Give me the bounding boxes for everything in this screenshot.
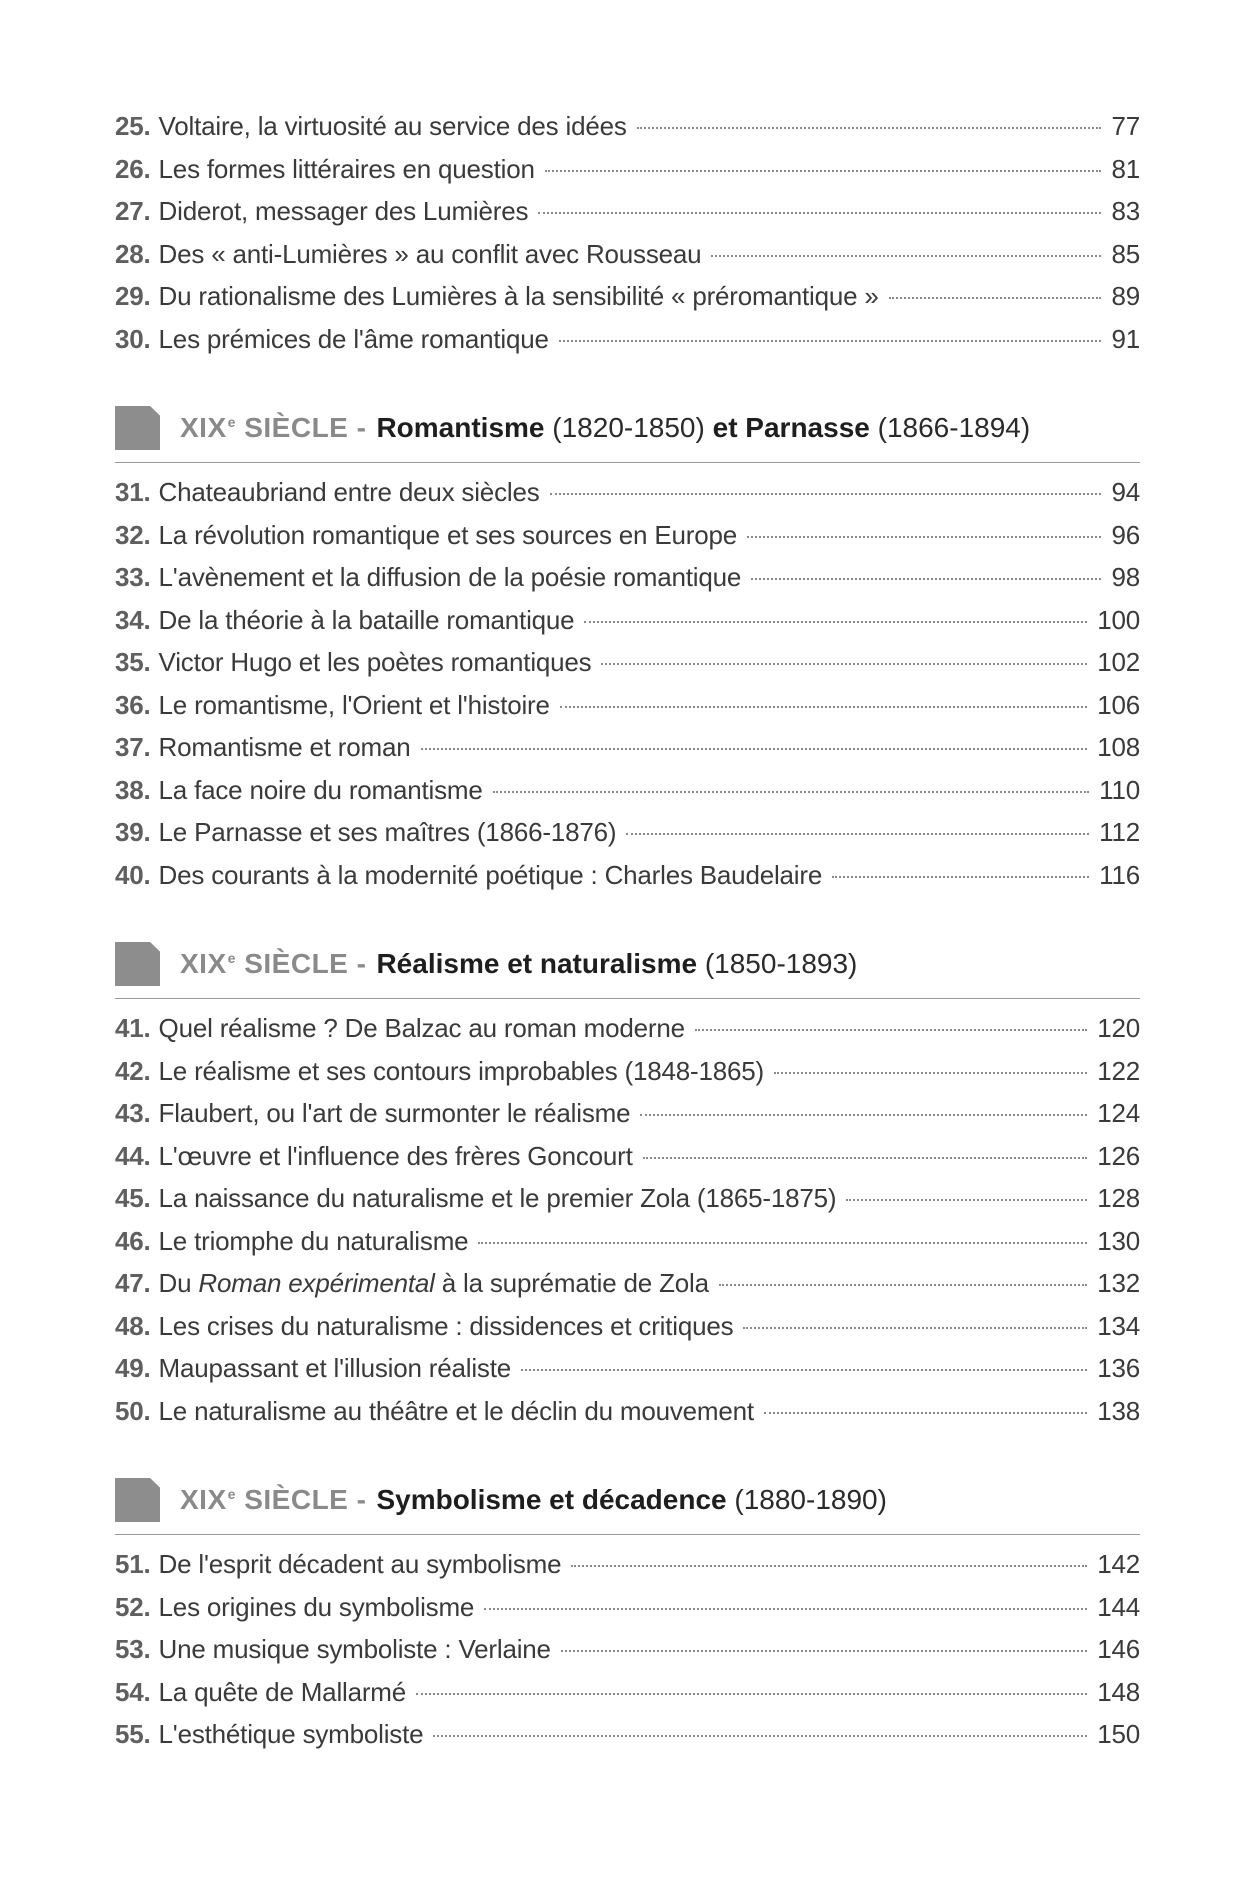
toc-entry[interactable] <box>115 599 1140 642</box>
toc-entry[interactable] <box>115 1671 1140 1714</box>
entry-number: 43. <box>115 1098 151 1128</box>
section-era: XIXe SIÈCLE - <box>180 948 367 979</box>
entry-title: Chateaubriand entre deux siècles <box>158 477 540 507</box>
entry-page: 96 <box>1111 519 1140 550</box>
entry-number: 34. <box>115 604 151 635</box>
dot-leader <box>751 578 1101 580</box>
toc-entry[interactable] <box>115 1713 1140 1756</box>
entry-number: 42. <box>115 1055 151 1086</box>
entry-number: 55. <box>115 1719 151 1749</box>
entry-number: 29. <box>115 281 151 311</box>
toc-entry[interactable] <box>115 854 1140 897</box>
entry-title: Du rationalisme des Lumières à la sensibilité « préromantique » <box>158 281 879 311</box>
dot-leader <box>774 1072 1087 1074</box>
entry-number: 54. <box>115 1676 151 1707</box>
dot-leader <box>538 212 1101 214</box>
entry-title: Les crises du naturalisme : dissidences et critiques <box>158 1310 734 1341</box>
entry-page: 132 <box>1097 1268 1140 1298</box>
dot-leader <box>719 1284 1087 1286</box>
entry-page: 106 <box>1097 689 1140 720</box>
section-title: Symbolisme et décadence (1880-1890) <box>376 1484 887 1515</box>
entry-page: 136 <box>1097 1353 1140 1383</box>
dot-leader <box>571 1565 1087 1567</box>
dot-leader <box>846 1199 1087 1201</box>
dot-leader <box>416 1693 1087 1695</box>
entry-page: 108 <box>1097 732 1140 762</box>
dot-leader <box>421 748 1088 750</box>
entry-number: 32. <box>115 519 151 550</box>
dot-leader <box>711 255 1101 257</box>
dot-leader <box>643 1157 1088 1159</box>
entry-number: 30. <box>115 323 151 354</box>
section-divider <box>115 462 1140 463</box>
entry-number: 50. <box>115 1395 151 1426</box>
toc-entry[interactable] <box>115 769 1140 812</box>
entry-number: 27. <box>115 196 151 226</box>
entry-title: Les origines du symbolisme <box>158 1591 475 1622</box>
dot-leader <box>832 876 1089 878</box>
entry-title: Du Roman expérimental à la suprématie de Zola <box>158 1268 709 1298</box>
entry-page: 77 <box>1111 111 1140 141</box>
entry-page: 150 <box>1097 1719 1140 1749</box>
entry-page: 110 <box>1099 774 1140 805</box>
entry-page: 130 <box>1097 1225 1140 1256</box>
dot-leader <box>743 1327 1087 1329</box>
entry-title: Le triomphe du naturalisme <box>158 1225 469 1256</box>
toc-entry[interactable] <box>115 1092 1140 1135</box>
entry-number: 36. <box>115 689 151 720</box>
dot-leader <box>493 791 1089 793</box>
entry-title: Flaubert, ou l'art de surmonter le réalisme <box>158 1098 631 1128</box>
entry-number: 46. <box>115 1225 151 1256</box>
section-tab-icon <box>115 406 160 450</box>
entry-page: 126 <box>1097 1140 1140 1171</box>
dot-leader <box>521 1369 1087 1371</box>
toc-entry[interactable] <box>115 1305 1140 1348</box>
entry-number: 28. <box>115 238 151 269</box>
entry-page: 83 <box>1111 196 1140 226</box>
toc-entry[interactable] <box>115 148 1140 191</box>
dot-leader <box>747 536 1101 538</box>
entry-number: 49. <box>115 1353 151 1383</box>
entry-number: 47. <box>115 1268 151 1298</box>
section-header-symbolisme <box>115 1476 1140 1524</box>
entry-title: Le naturalisme au théâtre et le déclin du mouvement <box>158 1395 754 1426</box>
dot-leader <box>545 170 1102 172</box>
section-divider <box>115 1534 1140 1535</box>
dot-leader <box>584 621 1087 623</box>
section-divider <box>115 998 1140 999</box>
entry-number: 39. <box>115 817 151 847</box>
entry-number: 53. <box>115 1634 151 1664</box>
toc-entry[interactable] <box>115 105 1140 148</box>
entry-page: 94 <box>1111 477 1140 507</box>
entry-number: 41. <box>115 1013 151 1043</box>
dot-leader <box>478 1242 1087 1244</box>
entry-title: Des courants à la modernité poétique : Charles Baudelaire <box>158 859 823 890</box>
dot-leader <box>695 1029 1087 1031</box>
section-era: XIXe SIÈCLE - <box>180 1484 367 1515</box>
dot-leader <box>550 493 1102 495</box>
toc-entry[interactable] <box>115 1177 1140 1220</box>
entry-title: Quel réalisme ? De Balzac au roman moderne <box>158 1013 685 1043</box>
entry-page: 128 <box>1097 1183 1140 1213</box>
dot-leader <box>561 1650 1087 1652</box>
dot-leader <box>626 833 1089 835</box>
dot-leader <box>433 1735 1087 1737</box>
toc-entry[interactable] <box>115 1050 1140 1093</box>
section-tab-icon <box>115 1478 160 1522</box>
section-era: XIXe SIÈCLE - <box>180 412 367 443</box>
dot-leader <box>764 1412 1087 1414</box>
entry-title: La naissance du naturalisme et le premier Zola (1865-1875) <box>158 1183 837 1213</box>
dot-leader <box>889 297 1102 299</box>
toc-entry[interactable] <box>115 1262 1140 1305</box>
entry-number: 44. <box>115 1140 151 1171</box>
entry-number: 52. <box>115 1591 151 1622</box>
entry-title: La révolution romantique et ses sources en Europe <box>158 519 737 550</box>
entry-page: 146 <box>1097 1634 1140 1664</box>
entry-page: 81 <box>1111 153 1140 184</box>
toc-entry[interactable] <box>115 471 1140 514</box>
entry-title: Les formes littéraires en question <box>158 153 535 184</box>
entry-page: 120 <box>1097 1013 1140 1043</box>
entry-title: De la théorie à la bataille romantique <box>158 604 575 635</box>
entry-page: 91 <box>1111 323 1140 354</box>
entry-number: 38. <box>115 774 151 805</box>
entry-title: L'esthétique symboliste <box>158 1719 424 1749</box>
entry-title: La quête de Mallarmé <box>158 1676 407 1707</box>
entry-page: 102 <box>1097 647 1140 677</box>
dot-leader <box>637 127 1102 129</box>
entry-title: De l'esprit décadent au symbolisme <box>158 1549 562 1579</box>
entry-title: L'avènement et la diffusion de la poésie romantique <box>158 562 742 592</box>
entry-number: 45. <box>115 1183 151 1213</box>
toc-entry[interactable] <box>115 811 1140 854</box>
entry-page: 122 <box>1097 1055 1140 1086</box>
dot-leader <box>560 706 1087 708</box>
entry-number: 48. <box>115 1310 151 1341</box>
entry-page: 148 <box>1097 1676 1140 1707</box>
toc-entry[interactable] <box>115 514 1140 557</box>
toc-entry[interactable] <box>115 726 1140 769</box>
entry-number: 40. <box>115 859 151 890</box>
entry-page: 100 <box>1097 604 1140 635</box>
section-header-realisme <box>115 940 1140 988</box>
entry-title: Diderot, messager des Lumières <box>158 196 529 226</box>
toc-entry[interactable] <box>115 641 1140 684</box>
toc-entry[interactable] <box>115 1135 1140 1178</box>
section-title: Romantisme (1820-1850) et Parnasse (1866-1894) <box>376 412 1031 443</box>
toc-entry[interactable] <box>115 1586 1140 1629</box>
entry-title: Le Parnasse et ses maîtres (1866-1876) <box>158 817 617 847</box>
toc-entry[interactable] <box>115 275 1140 318</box>
entry-page: 112 <box>1099 817 1140 847</box>
toc-entry[interactable] <box>115 190 1140 233</box>
dot-leader <box>559 340 1102 342</box>
section-title: Réalisme et naturalisme (1850-1893) <box>376 948 858 979</box>
entry-page: 85 <box>1111 238 1140 269</box>
entry-title: La face noire du romantisme <box>158 774 483 805</box>
table-of-contents <box>115 105 1140 1756</box>
entry-number: 25. <box>115 111 151 141</box>
entry-number: 26. <box>115 153 151 184</box>
toc-entry[interactable] <box>115 1220 1140 1263</box>
toc-entry[interactable] <box>115 1007 1140 1050</box>
entry-title: Maupassant et l'illusion réaliste <box>158 1353 511 1383</box>
dot-leader <box>484 1608 1087 1610</box>
entry-page: 134 <box>1097 1310 1140 1341</box>
section-tab-icon <box>115 942 160 986</box>
entry-title: Voltaire, la virtuosité au service des idées <box>158 111 627 141</box>
entry-number: 33. <box>115 562 151 592</box>
entry-page: 144 <box>1097 1591 1140 1622</box>
entry-title: Une musique symboliste : Verlaine <box>158 1634 551 1664</box>
entry-title: Victor Hugo et les poètes romantiques <box>158 647 592 677</box>
entry-page: 98 <box>1111 562 1140 592</box>
section-header-romantisme <box>115 404 1140 452</box>
entry-page: 138 <box>1097 1395 1140 1426</box>
toc-entry[interactable] <box>115 1628 1140 1671</box>
toc-entry[interactable] <box>115 318 1140 361</box>
entry-page: 142 <box>1097 1549 1140 1579</box>
entry-title: Le réalisme et ses contours improbables (1848-1865) <box>158 1055 765 1086</box>
toc-entry[interactable] <box>115 1347 1140 1390</box>
toc-entry[interactable] <box>115 1390 1140 1433</box>
toc-entry[interactable] <box>115 233 1140 276</box>
entry-title: Les prémices de l'âme romantique <box>158 323 549 354</box>
entry-title: Le romantisme, l'Orient et l'histoire <box>158 689 550 720</box>
dot-leader <box>601 663 1087 665</box>
entry-page: 89 <box>1111 281 1140 311</box>
entry-title: L'œuvre et l'influence des frères Goncourt <box>158 1140 633 1171</box>
entry-number: 37. <box>115 732 151 762</box>
toc-entry[interactable] <box>115 684 1140 727</box>
toc-entry[interactable] <box>115 556 1140 599</box>
entry-page: 116 <box>1099 859 1140 890</box>
entry-page: 124 <box>1097 1098 1140 1128</box>
entry-number: 35. <box>115 647 151 677</box>
entry-number: 51. <box>115 1549 151 1579</box>
entry-title: Romantisme et roman <box>158 732 411 762</box>
entry-number: 31. <box>115 477 151 507</box>
dot-leader <box>640 1114 1087 1116</box>
toc-entry[interactable] <box>115 1543 1140 1586</box>
entry-title: Des « anti-Lumières » au conflit avec Rousseau <box>158 238 702 269</box>
